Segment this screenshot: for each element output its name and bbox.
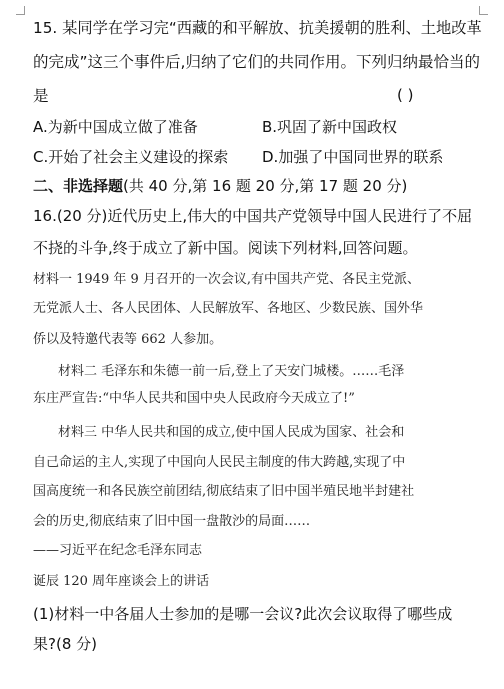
q16-sub1-line-2: 果?(8 分) bbox=[33, 635, 97, 653]
section-score-note: (共 40 分,第 16 题 20 分,第 17 题 20 分) bbox=[123, 177, 408, 195]
q16-sub1-line-1: (1)材料一中各届人士参加的是哪一会议?此次会议取得了哪些成 bbox=[33, 605, 453, 623]
q15-option-b: B.巩固了新中国政权 bbox=[262, 118, 398, 136]
q15-stem-line-2: 的完成”这三个事件后,归纳了它们的共同作用。下列归纳最恰当的 bbox=[33, 53, 480, 71]
q15-option-a: A.为新中国成立做了准备 bbox=[33, 118, 198, 136]
material-3-line-3: 国高度统一和各民族空前团结,彻底结束了旧中国半殖民地半封建社 bbox=[33, 484, 415, 499]
material-1-line-1: 材料一 1949 年 9 月召开的一次会议,有中国共产党、各民主党派、 bbox=[33, 272, 421, 287]
q15-stem-line-1: 15. 某同学在学习完“西藏的和平解放、抗美援朝的胜利、土地改革 bbox=[33, 19, 482, 37]
margin-corner-mark bbox=[479, 6, 488, 15]
q15-option-c: C.开始了社会主义建设的探索 bbox=[33, 148, 229, 166]
section-heading bbox=[33, 176, 407, 196]
material-1-line-3: 侨以及特邀代表等 662 人参加。 bbox=[33, 332, 223, 347]
material-3-line-4: 会的历史,彻底结束了旧中国一盘散沙的局面…… bbox=[33, 514, 311, 529]
material-3-line-2: 自己命运的主人,实现了中国向人民民主制度的伟大跨越,实现了中 bbox=[33, 455, 406, 470]
material-2-line-1: 材料二 毛泽东和朱德一前一后,登上了天安门城楼。……毛泽 bbox=[58, 364, 405, 379]
material-3-line-1: 材料三 中华人民共和国的成立,使中国人民成为国家、社会和 bbox=[58, 425, 405, 440]
material-1-line-2: 无党派人士、各人民团体、人民解放军、各地区、少数民族、国外华 bbox=[33, 301, 424, 316]
q16-intro-line-2: 不挠的斗争,终于成立了新中国。阅读下列材料,回答问题。 bbox=[33, 239, 418, 257]
material-2-line-2: 东庄严宣告:“中华人民共和国中央人民政府今天成立了!” bbox=[33, 391, 355, 406]
material-source-line-2: 诞辰 120 周年座谈会上的讲话 bbox=[33, 574, 210, 589]
q16-intro-line-1: 16.(20 分)近代历史上,伟大的中国共产党领导中国人民进行了不屈 bbox=[33, 207, 473, 225]
material-source-line-1: ——习近平在纪念毛泽东同志 bbox=[33, 543, 203, 558]
q15-option-d: D.加强了中国同世界的联系 bbox=[262, 148, 444, 166]
q15-stem-line-3: 是 bbox=[33, 87, 49, 105]
section-title: 二、非选择题 bbox=[33, 177, 124, 195]
margin-corner-mark bbox=[16, 6, 25, 15]
q15-answer-parentheses: ( ) bbox=[397, 86, 414, 104]
